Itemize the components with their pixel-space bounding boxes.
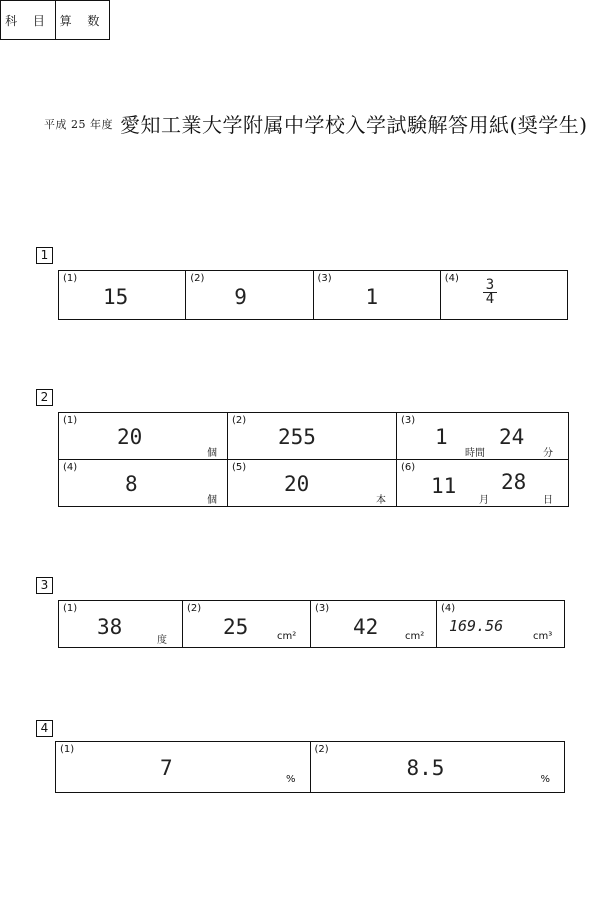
section-4-number: 4 <box>36 720 53 737</box>
exam-year: 平成 25 年度 <box>44 118 113 131</box>
fraction-answer <box>483 279 497 306</box>
section-2-number: 2 <box>36 389 53 406</box>
section-3-number: 3 <box>36 577 53 594</box>
answer-cell-3-4 <box>437 601 565 648</box>
item-label: (6) <box>401 462 416 473</box>
item-label: (2) <box>187 603 202 614</box>
unit-day: 日 <box>543 495 553 506</box>
answer-cell-1-4 <box>440 271 567 320</box>
answer-unit: % <box>540 774 551 785</box>
answer-value: 7 <box>160 756 173 780</box>
item-label: (3) <box>315 603 330 614</box>
answer-cell-4-1 <box>56 742 311 793</box>
answer-hours: 1 <box>435 425 448 449</box>
unit-month: 月 <box>479 495 489 506</box>
answer-cell-1-1 <box>59 271 186 320</box>
item-label: (2) <box>190 273 205 284</box>
answer-value: 9 <box>234 285 247 309</box>
answer-cell-1-3 <box>313 271 440 320</box>
answer-cell-4-2 <box>310 742 565 793</box>
answer-value: 1 <box>365 285 379 309</box>
item-label: (3) <box>401 415 416 426</box>
section-3-table <box>58 600 565 648</box>
item-label: (1) <box>63 273 78 284</box>
item-label: (1) <box>63 603 78 614</box>
subject-value: 算 数 <box>59 13 106 28</box>
answer-unit: cm² <box>405 631 425 642</box>
answer-value: 15 <box>103 285 129 309</box>
answer-value: 42 <box>353 615 379 639</box>
answer-cell-2-1 <box>59 413 228 460</box>
answer-unit: cm³ <box>533 631 553 642</box>
unit-hours: 時間 <box>465 448 485 459</box>
answer-value: 20 <box>284 472 310 496</box>
section-4-table <box>55 741 565 793</box>
section-2-table <box>58 412 569 507</box>
answer-cell-2-3 <box>397 413 569 460</box>
section-1-number: 1 <box>36 247 53 264</box>
fraction-numerator: 3 <box>483 279 497 293</box>
answer-value: 255 <box>278 425 316 449</box>
item-label: (2) <box>314 744 329 755</box>
answer-cell-2-6 <box>397 460 569 507</box>
answer-cell-2-5 <box>228 460 397 507</box>
item-label: (3) <box>317 273 332 284</box>
item-label: (5) <box>232 462 247 473</box>
section-1-table <box>58 270 568 320</box>
item-label: (1) <box>60 744 75 755</box>
answer-day: 28 <box>501 470 527 494</box>
answer-unit: 個 <box>207 448 217 459</box>
item-label: (4) <box>63 462 78 473</box>
subject-label: 科 目 <box>1 1 56 39</box>
unit-minutes: 分 <box>543 448 553 459</box>
fraction-denominator: 4 <box>485 291 495 307</box>
item-label: (2) <box>232 415 247 426</box>
answer-value: 8 <box>125 472 138 496</box>
item-label: (4) <box>441 603 456 614</box>
answer-cell-1-2 <box>186 271 313 320</box>
answer-value: 169.56 <box>449 617 504 635</box>
answer-value: 25 <box>223 615 249 639</box>
item-label: (1) <box>63 415 78 426</box>
answer-cell-2-2 <box>228 413 397 460</box>
answer-value: 20 <box>117 425 143 449</box>
answer-month: 11 <box>431 474 457 498</box>
answer-unit: 個 <box>207 495 217 506</box>
page-title: 愛知工業大学附属中学校入学試験解答用紙(奨学生) <box>120 113 588 137</box>
answer-cell-3-3 <box>311 601 437 648</box>
answer-minutes: 24 <box>499 425 525 449</box>
subject-box <box>0 0 110 40</box>
item-label: (4) <box>444 273 459 284</box>
answer-unit: 本 <box>376 495 386 506</box>
answer-cell-3-2 <box>183 601 311 648</box>
answer-unit: % <box>286 774 296 785</box>
answer-unit: 度 <box>157 635 167 646</box>
answer-cell-2-4 <box>59 460 228 507</box>
answer-unit: cm² <box>277 631 297 642</box>
answer-value: 8.5 <box>406 756 445 780</box>
answer-cell-3-1 <box>59 601 183 648</box>
answer-value: 38 <box>97 615 123 639</box>
